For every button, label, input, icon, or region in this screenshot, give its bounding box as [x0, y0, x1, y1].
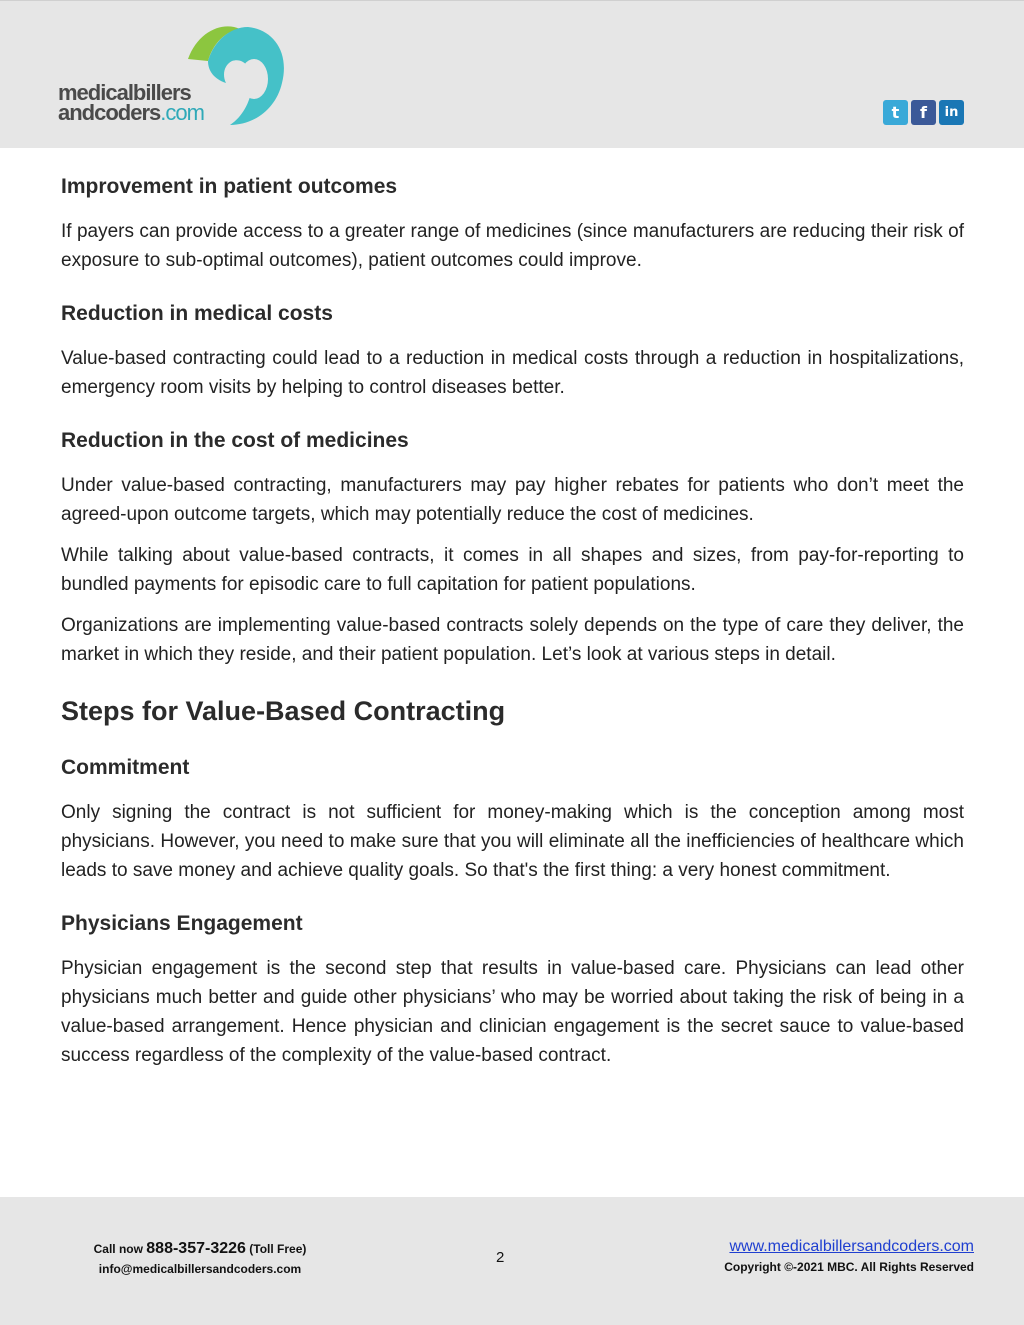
paragraph: Under value-based contracting, manufacturers may pay higher rebates for patients who don’t meet the agreed-upon outcome targets, which may potentially reduce the cost of medicines. [61, 475, 964, 525]
document-body [61, 172, 964, 1070]
paragraph: Organizations are implementing value-based contracts solely depends on the type of care they deliver, the market in which they reside, and their patient population. Let’s look at various steps in detail. [61, 615, 964, 665]
section-heading-cost-of-medicines: Reduction in the cost of medicines [61, 429, 409, 452]
copyright-text: Copyright ©-2021 MBC. All Rights Reserved [724, 1260, 974, 1274]
logo-line2: andcoders [58, 100, 161, 125]
paragraph: Value-based contracting could lead to a reduction in medical costs through a reduction in hospitalizations, emergency room visits by helping to control diseases better. [61, 348, 964, 398]
section-heading-patient-outcomes: Improvement in patient outcomes [61, 175, 398, 198]
page-footer [0, 1197, 1024, 1325]
paragraph: If payers can provide access to a greater range of medicines (since manufacturers are reducing their risk of exposure to sub-optimal outcomes), patient outcomes could improve. [61, 221, 964, 271]
section-heading-physicians-engagement: Physicians Engagement [61, 912, 303, 935]
email-address[interactable]: info@medicalbillersandcoders.com [98, 1262, 302, 1276]
phone-number[interactable]: 888-357-3226 [146, 1240, 246, 1257]
footer-right [724, 1237, 974, 1277]
facebook-icon[interactable]: f [911, 100, 936, 125]
linkedin-icon[interactable]: in [939, 100, 964, 125]
logo-wordmark [58, 80, 204, 125]
website-link[interactable]: www.medicalbillersandcoders.com [729, 1238, 974, 1255]
contact-info [80, 1239, 320, 1279]
paragraph: While talking about value-based contracts, it comes in all shapes and sizes, from pay-for-reporting to bundled payments for episodic care to full capitation for patient populations. [61, 545, 964, 595]
section-heading-medical-costs: Reduction in medical costs [61, 302, 333, 325]
social-links [883, 100, 964, 125]
toll-free-label: (Toll Free) [245, 1242, 307, 1256]
company-logo[interactable] [58, 21, 298, 133]
main-heading: Steps for Value-Based Contracting [61, 696, 506, 726]
twitter-icon[interactable]: t [883, 100, 908, 125]
section-heading-commitment: Commitment [61, 756, 190, 779]
logo-suffix: .com [160, 100, 204, 125]
paragraph: Only signing the contract is not sufficient for money-making which is the conception among most physicians. However, you need to make sure that you will eliminate all the inefficiencies of healthcare which leads to save money and achieve quality goals. So that's the first thing: a very honest commitment. [61, 802, 964, 881]
logo-line1: medicalbillers [58, 80, 191, 105]
call-label: Call now [93, 1242, 147, 1256]
page-header [0, 0, 1024, 148]
paragraph: Physician engagement is the second step that results in value-based care. Physicians can lead other physicians much better and guide other physicians’ who may be worried about taking the risk of being in a value-based arrangement. Hence physician and clinician engagement is the secret sauce to value-based success regardless of the complexity of the value-based contract. [61, 958, 964, 1066]
page-number: 2 [496, 1249, 505, 1266]
